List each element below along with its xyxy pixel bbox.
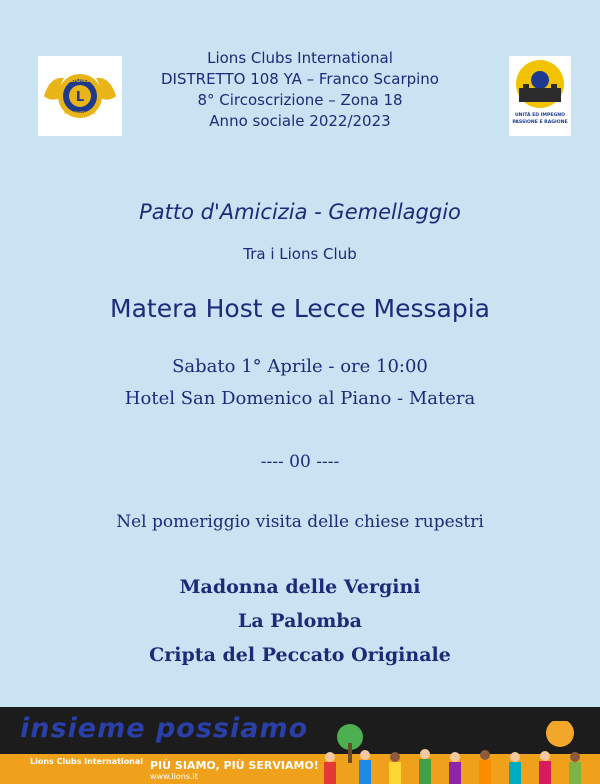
footer-banner — [0, 707, 600, 784]
church-item: Madonna delle Vergini — [179, 576, 421, 598]
lions-logo — [38, 56, 122, 136]
header-line-2: DISTRETTO 108 YA – Franco Scarpino — [161, 70, 439, 88]
district-emblem-icon — [511, 58, 569, 134]
event-subtitle: Patto d'Amicizia - Gemellaggio — [139, 200, 461, 224]
banner-lions-label: Lions Clubs International — [30, 757, 144, 766]
banner-slogan: insieme possiamo — [20, 713, 309, 744]
district-logo — [509, 56, 571, 136]
church-item: La Palomba — [238, 610, 362, 632]
logo-letter: L — [75, 90, 85, 105]
event-between: Tra i Lions Club — [243, 245, 357, 263]
separator: ---- 00 ---- — [260, 452, 340, 472]
banner-motto: PIÙ SIAMO, PIÙ SERVIAMO! — [150, 759, 319, 772]
header-line-1: Lions Clubs International — [207, 49, 393, 67]
logo-lions-text: LIONS — [69, 77, 91, 84]
event-place: Hotel San Domenico al Piano - Matera — [124, 388, 476, 409]
afternoon-note: Nel pomeriggio visita delle chiese rupestri — [116, 512, 484, 532]
district-logo-line-2: PASSIONE E RAGIONE — [512, 120, 568, 125]
header-line-4: Anno sociale 2022/2023 — [209, 112, 391, 130]
logo-ring-text: INTERNATIONAL — [64, 111, 96, 115]
banner-url: www.lions.it — [150, 772, 198, 781]
event-clubs: Matera Host e Lecce Messapia — [110, 294, 490, 323]
event-date: Sabato 1° Aprile - ore 10:00 — [172, 356, 428, 377]
header-line-3: 8° Circoscrizione – Zona 18 — [197, 91, 403, 109]
church-item: Cripta del Peccato Originale — [149, 644, 451, 666]
district-logo-line-1: UNITÀ ED IMPEGNO — [514, 113, 566, 118]
lions-emblem-icon — [40, 58, 120, 134]
people-illustration-icon — [310, 721, 600, 784]
